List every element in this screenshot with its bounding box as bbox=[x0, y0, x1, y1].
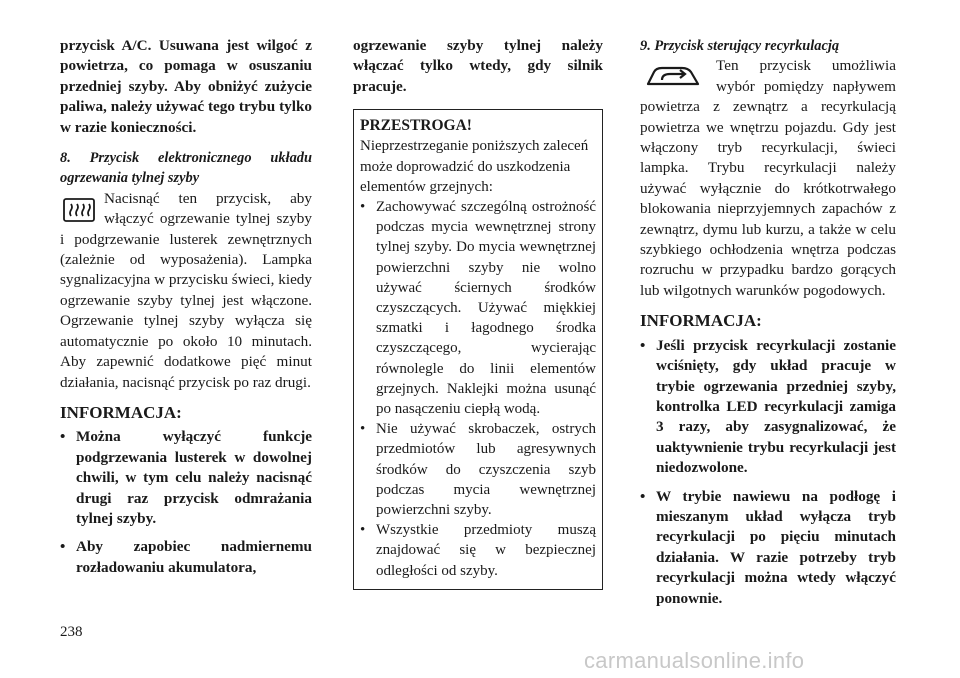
list-item: • Wszystkie przedmioty muszą znajdować się w bezpiecznej odległości od szyby. bbox=[360, 520, 596, 581]
column-right bbox=[640, 36, 896, 617]
rear-defrost-icon bbox=[60, 195, 98, 225]
continued-paragraph: ogrzewanie szyby tylnej należy włączać tylko wtedy, gdy silnik pracuje. bbox=[353, 37, 603, 95]
caution-intro: Nieprzestrzeganie poniższych zaleceń może doprowadzić do uszkodzenia elementów grzejnych: bbox=[360, 138, 589, 195]
info-list-left bbox=[60, 427, 312, 578]
caution-box bbox=[353, 109, 603, 590]
page-number: 238 bbox=[60, 624, 83, 640]
section-8-title: 8. Przycisk elektronicznego układu ogrzewania tylnej szyby bbox=[60, 150, 312, 187]
recirculation-icon bbox=[640, 60, 706, 94]
list-item: • Jeśli przycisk recyrkulacji zostanie wciśnięty, gdy układ pracuje w trybie ogrzewania przedniej szyby, kontrolka LED recyrkulacji zamiga 3 razy, aby zasygnalizować, że uaktywnienie trybu recyrkulacji jest niedozwolone. bbox=[640, 336, 896, 479]
column-middle bbox=[353, 36, 603, 590]
info-list-right bbox=[640, 336, 896, 609]
list-item: • W trybie nawiewu na podłogę i mieszanym układ wyłącza tryb recyrkulacji po pięciu minutach działania. W razie potrzeby tryb recyrkulacji można wtedy włączyć ponownie. bbox=[640, 487, 896, 609]
list-item: • Zachowywać szczególną ostrożność podczas mycia wewnętrznej strony tylnej szyby. Do mycia wewnętrznej powierzchni szyby nie wolno używać ściernych środków czyszczących. Używać miękkiej szmatki i łagodnego środka czyszczącego, wycierając równolegle do linii elementów grzejnych. Naklejki można usunąć po nasączeniu ciepłą wodą. bbox=[360, 197, 596, 419]
section-8-text: Nacisnąć ten przycisk, aby włączyć ogrzewanie tylnej szyby i podgrzewanie lusterek zewnętrznych (zależnie od wyposażenia). Lampka sygnalizacyjna w przycisku świeci, kiedy ogrzewanie szyby tylnej jest włączone. Ogrzewanie tylnej szyby wyłącza się automatycznie po około 10 minutach. Aby zapewnić dodatkowe pięć minut działania, nacisnąć przycisk po raz drugi. bbox=[60, 189, 312, 391]
continued-paragraph: przycisk A/C. Usuwana jest wilgoć z powietrza, co pomaga w osuszaniu przedniej szyby. Aby obniżyć zużycie paliwa, należy używać tego trybu tylko w razie konieczności. bbox=[60, 37, 312, 136]
column-left bbox=[60, 36, 312, 586]
watermark: carmanualsonline.info bbox=[584, 648, 805, 673]
list-item: • Nie używać skrobaczek, ostrych przedmiotów lub agresywnych środków do czyszczenia szyb podczas mycia wewnętrznej powierzchni szyby. bbox=[360, 419, 596, 520]
list-item: • Można wyłączyć funkcje podgrzewania lusterek w dowolnej chwili, w tym celu należy nacisnąć drugi raz przycisk odmrażania tylnej szyby. bbox=[60, 427, 312, 529]
caution-title: PRZESTROGA! bbox=[360, 117, 472, 135]
section-9-text: Ten przycisk umożliwia wybór pomiędzy napływem powietrza z zewnątrz a recyrkulacją powietrza we wnętrzu pojazdu. Gdy jest włączony tryb recyrkulacji, świeci lampka. Trybu recyrkulacji należy używać wyłącznie do krótkotrwałego blokowania nieprzyjemnych zapachów z zewnątrz, dymu lub kurzu, a także w celu szybkiego ochłodzenia wnętrza podczas rozruchu w przypadku bardzo gorących lub wilgotnych warunków pogodowych. bbox=[640, 57, 896, 299]
info-heading-left: INFORMACJA: bbox=[60, 402, 182, 422]
info-heading-right: INFORMACJA: bbox=[640, 311, 762, 331]
section-9-title: 9. Przycisk sterujący recyrkulacją bbox=[640, 38, 840, 54]
caution-list bbox=[360, 197, 596, 581]
list-item: • Aby zapobiec nadmiernemu rozładowaniu akumulatora, bbox=[60, 537, 312, 578]
